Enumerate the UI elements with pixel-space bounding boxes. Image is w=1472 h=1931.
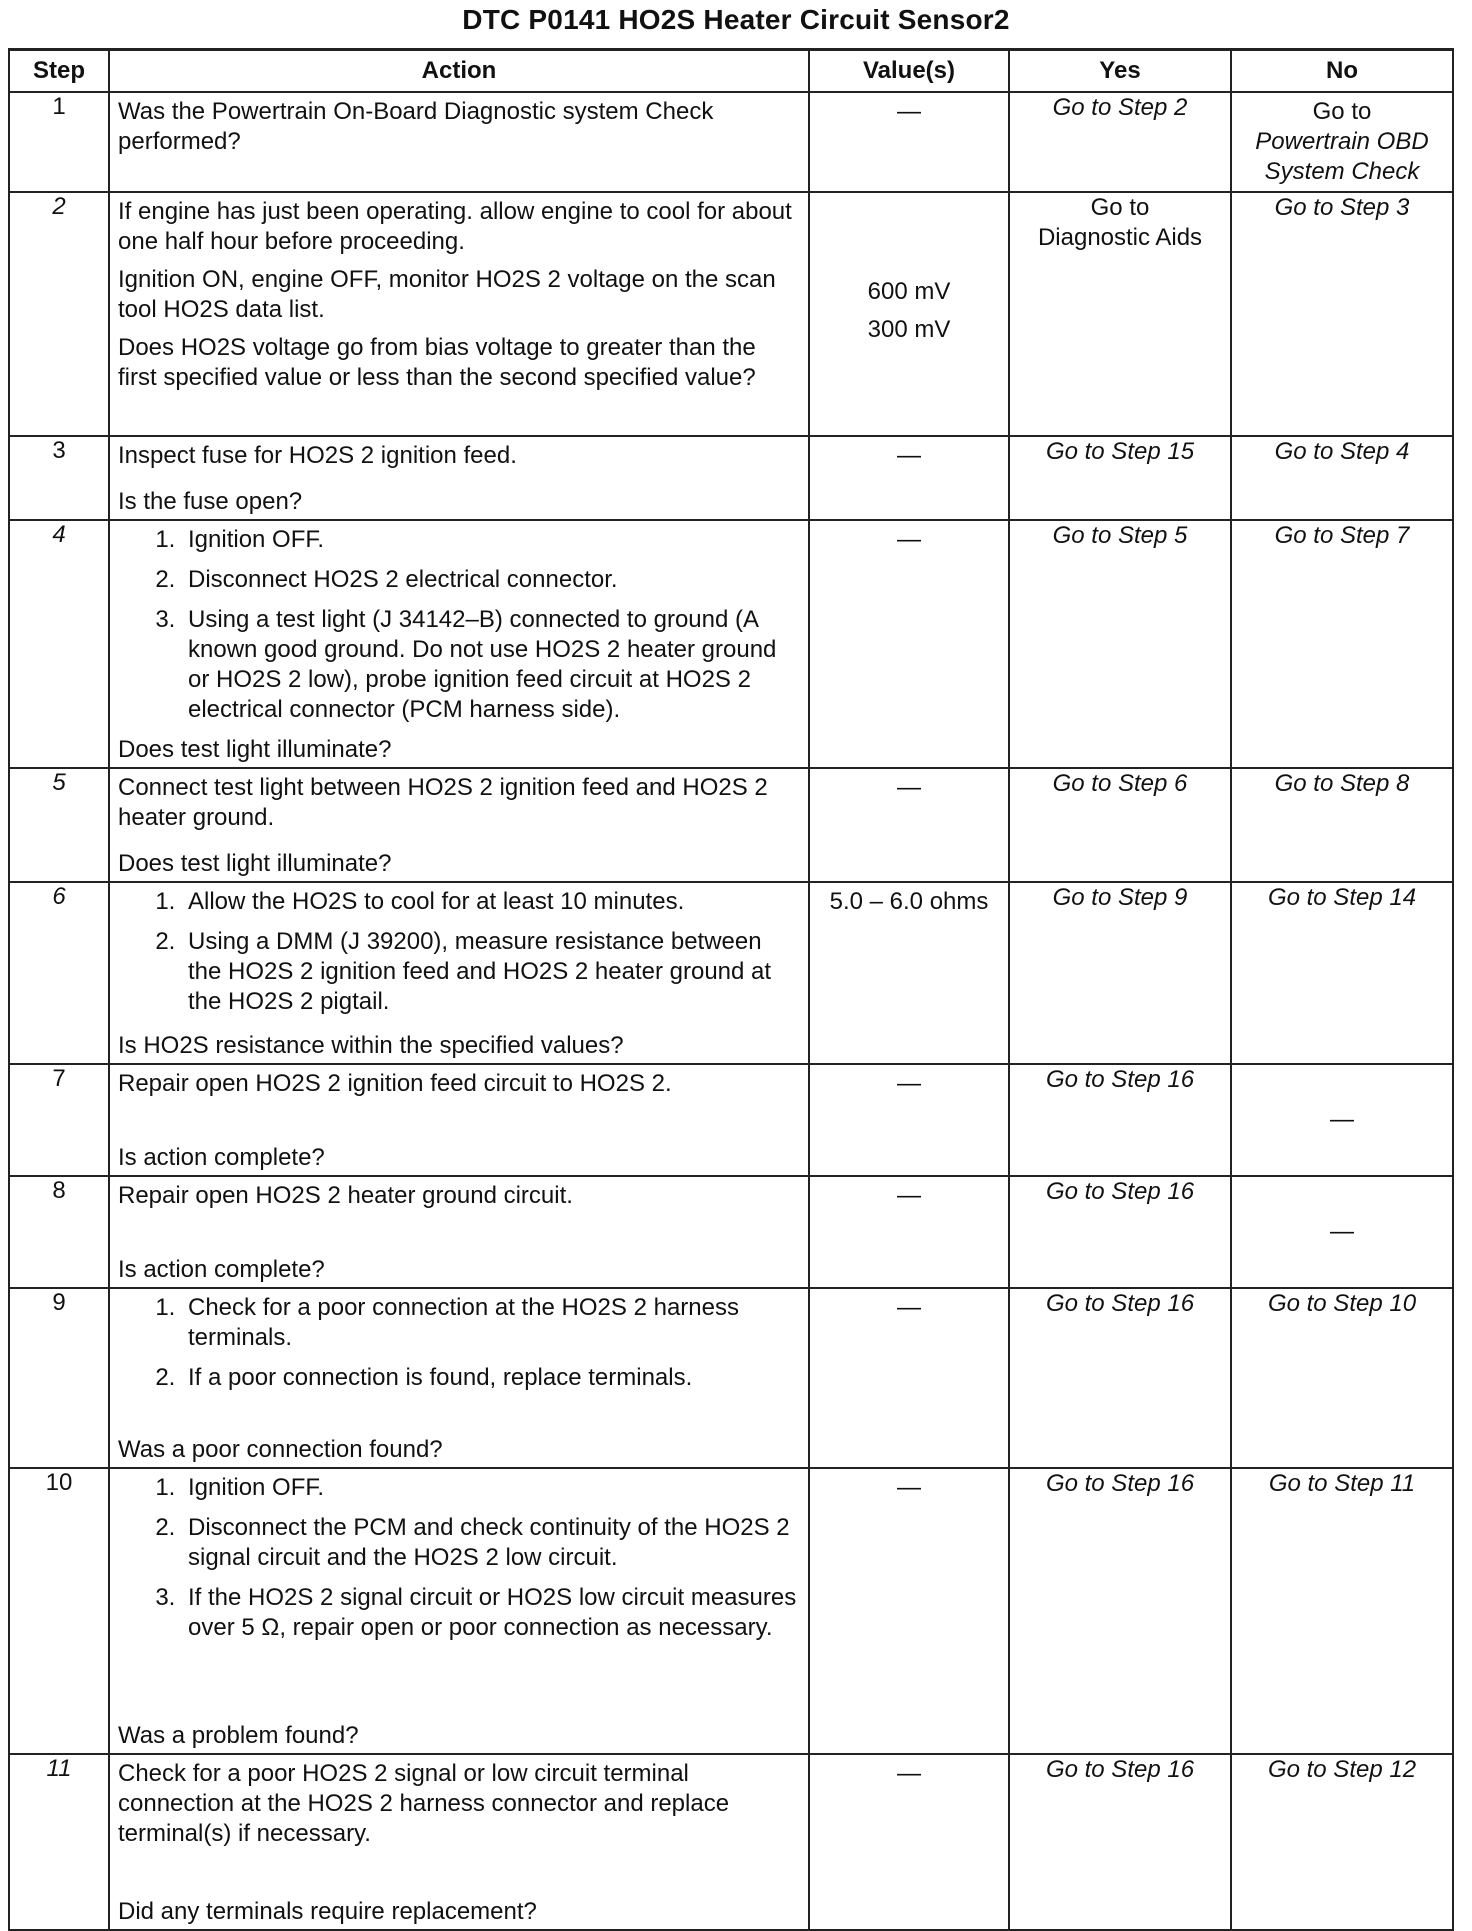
action-cell <box>109 1754 809 1930</box>
list-item: 2. Using a DMM (J 39200), measure resistance between the HO2S 2 ignition feed and HO2S 2 heater ground at the HO2S 2 pigtail. <box>182 927 800 1017</box>
no-cell <box>1231 92 1453 192</box>
action-text: If engine has just been operating. allow engine to cool for about one half hour before proceeding. <box>118 198 792 255</box>
no-cell <box>1231 1468 1453 1754</box>
table-row <box>9 1176 1453 1288</box>
step-number: 4 <box>9 520 109 768</box>
action-cell <box>109 882 809 1064</box>
yes-goto-line: Diagnostic Aids <box>1037 224 1203 251</box>
list-item: 2. Disconnect HO2S 2 electrical connector. <box>182 565 800 595</box>
action-text: Connect test light between HO2S 2 ignition feed and HO2S 2 heater ground. <box>118 774 768 831</box>
value-cell: — <box>809 520 1009 768</box>
no-goto-line: Powertrain OBD <box>1255 128 1429 155</box>
no-goto-line: System Check <box>1264 158 1420 185</box>
table-row <box>9 1468 1453 1754</box>
no-goto: Go to Step 10 <box>1267 1290 1417 1317</box>
yes-goto: Go to Step 6 <box>1052 770 1188 797</box>
action-steps-list <box>118 887 800 1017</box>
action-text: Does HO2S voltage go from bias voltage to greater than the first specified value or less than the second specified value? <box>118 334 756 391</box>
step-number: 3 <box>9 436 109 520</box>
table-row <box>9 1064 1453 1176</box>
page-title: DTC P0141 HO2S Heater Circuit Sensor2 <box>462 4 1010 35</box>
no-cell <box>1231 436 1453 520</box>
yes-goto-line: Go to <box>1090 194 1150 221</box>
diagnostic-table <box>8 48 1454 1931</box>
no-goto: Go to Step 4 <box>1274 438 1410 465</box>
no-goto: Go to Step 11 <box>1268 1470 1416 1497</box>
value-cell: — <box>809 1468 1009 1754</box>
yes-cell <box>1009 1754 1231 1930</box>
list-item: 2. Disconnect the PCM and check continuity of the HO2S 2 signal circuit and the HO2S 2 low circuit. <box>182 1513 800 1573</box>
action-text: Check for a poor HO2S 2 signal or low circuit terminal connection at the HO2S 2 harness connector and replace terminal(s) if necessary. <box>118 1760 730 1847</box>
no-cell: — <box>1231 1064 1453 1176</box>
action-question: Did any terminals require replacement? <box>118 1898 537 1925</box>
action-steps-list <box>118 525 800 725</box>
no-goto: Go to Step 12 <box>1267 1756 1417 1783</box>
value-line: 600 mV <box>867 278 951 305</box>
action-cell <box>109 1064 809 1176</box>
no-cell <box>1231 1754 1453 1930</box>
step-number: 11 <box>9 1754 109 1930</box>
yes-goto: Go to Step 16 <box>1045 1470 1195 1497</box>
yes-goto: Go to Step 2 <box>1052 94 1188 121</box>
yes-cell <box>1009 882 1231 1064</box>
table-row <box>9 768 1453 882</box>
yes-cell <box>1009 1288 1231 1468</box>
no-goto: Go to Step 14 <box>1267 884 1417 911</box>
no-goto: Go to Step 8 <box>1274 770 1410 797</box>
action-cell <box>109 1176 809 1288</box>
yes-goto: Go to Step 16 <box>1045 1290 1195 1317</box>
action-cell <box>109 520 809 768</box>
yes-goto: Go to Step 15 <box>1045 438 1195 465</box>
table-row <box>9 436 1453 520</box>
header-action: Action <box>109 50 809 93</box>
table-row <box>9 1288 1453 1468</box>
yes-goto: Go to Step 16 <box>1045 1178 1195 1205</box>
no-cell <box>1231 520 1453 768</box>
action-cell <box>109 92 809 192</box>
step-number: 10 <box>9 1468 109 1754</box>
action-text: Repair open HO2S 2 heater ground circuit. <box>118 1182 573 1209</box>
no-cell: — <box>1231 1176 1453 1288</box>
action-question: Is the fuse open? <box>118 488 303 515</box>
action-cell <box>109 768 809 882</box>
value-cell: — <box>809 1176 1009 1288</box>
step-number: 7 <box>9 1064 109 1176</box>
value-cell: — <box>809 1064 1009 1176</box>
yes-cell <box>1009 520 1231 768</box>
yes-cell <box>1009 768 1231 882</box>
action-steps-list <box>118 1293 800 1393</box>
list-item: 1. Ignition OFF. <box>182 1473 800 1503</box>
header-yes: Yes <box>1009 50 1231 93</box>
yes-goto: Go to Step 16 <box>1045 1066 1195 1093</box>
action-cell <box>109 436 809 520</box>
step-number: 1 <box>9 92 109 192</box>
table-row <box>9 192 1453 436</box>
value-cell: 5.0 – 6.0 ohms <box>809 882 1009 1064</box>
header-step: Step <box>9 50 109 93</box>
action-text: Was the Powertrain On-Board Diagnostic system Check performed? <box>118 98 714 155</box>
yes-cell <box>1009 92 1231 192</box>
action-text: Inspect fuse for HO2S 2 ignition feed. <box>118 442 517 469</box>
value-cell <box>809 192 1009 436</box>
list-item: 1. Ignition OFF. <box>182 525 800 555</box>
yes-cell <box>1009 1064 1231 1176</box>
yes-goto: Go to Step 16 <box>1045 1756 1195 1783</box>
action-question: Is action complete? <box>118 1256 325 1283</box>
list-item: 1. Check for a poor connection at the HO2S 2 harness terminals. <box>182 1293 800 1353</box>
no-cell <box>1231 1288 1453 1468</box>
yes-cell <box>1009 436 1231 520</box>
value-cell: — <box>809 1754 1009 1930</box>
no-cell <box>1231 768 1453 882</box>
yes-cell <box>1009 192 1231 436</box>
step-number: 6 <box>9 882 109 1064</box>
step-number: 5 <box>9 768 109 882</box>
yes-cell <box>1009 1176 1231 1288</box>
no-cell <box>1231 882 1453 1064</box>
value-cell: — <box>809 768 1009 882</box>
yes-goto: Go to Step 5 <box>1052 522 1188 549</box>
table-row <box>9 1754 1453 1930</box>
value-cell: — <box>809 436 1009 520</box>
action-cell <box>109 1468 809 1754</box>
action-question: Is action complete? <box>118 1144 325 1171</box>
yes-cell <box>1009 1468 1231 1754</box>
list-item: 1. Allow the HO2S to cool for at least 10 minutes. <box>182 887 800 917</box>
no-goto-line: Go to <box>1312 98 1372 125</box>
action-text: Repair open HO2S 2 ignition feed circuit to HO2S 2. <box>118 1070 672 1097</box>
table-row <box>9 882 1453 1064</box>
header-values: Value(s) <box>809 50 1009 93</box>
yes-goto: Go to Step 9 <box>1052 884 1188 911</box>
action-cell <box>109 192 809 436</box>
action-question: Was a poor connection found? <box>118 1436 443 1463</box>
list-item: 3. If the HO2S 2 signal circuit or HO2S low circuit measures over 5 Ω, repair open or poor connection as necessary. <box>182 1583 800 1643</box>
table-row <box>9 92 1453 192</box>
action-question: Does test light illuminate? <box>118 850 392 877</box>
no-cell <box>1231 192 1453 436</box>
action-question: Does test light illuminate? <box>118 736 392 763</box>
action-text: Ignition ON, engine OFF, monitor HO2S 2 voltage on the scan tool HO2S data list. <box>118 266 776 323</box>
table-row <box>9 520 1453 768</box>
header-row <box>9 50 1453 93</box>
action-question: Was a problem found? <box>118 1722 359 1749</box>
no-goto: Go to Step 7 <box>1274 522 1410 549</box>
step-number: 9 <box>9 1288 109 1468</box>
value-cell: — <box>809 1288 1009 1468</box>
value-line: 300 mV <box>867 316 951 343</box>
value-cell: — <box>809 92 1009 192</box>
header-no: No <box>1231 50 1453 93</box>
action-steps-list <box>118 1473 800 1643</box>
action-cell <box>109 1288 809 1468</box>
step-number: 2 <box>9 192 109 436</box>
list-item: 3. Using a test light (J 34142–B) connected to ground (A known good ground. Do not use HO2S 2 heater ground or HO2S 2 low), probe ignition feed circuit at HO2S 2 electrical connector (PCM harness side). <box>182 605 800 725</box>
no-goto: Go to Step 3 <box>1274 194 1410 221</box>
step-number: 8 <box>9 1176 109 1288</box>
action-question: Is HO2S resistance within the specified values? <box>118 1032 624 1059</box>
list-item: 2. If a poor connection is found, replace terminals. <box>182 1363 800 1393</box>
